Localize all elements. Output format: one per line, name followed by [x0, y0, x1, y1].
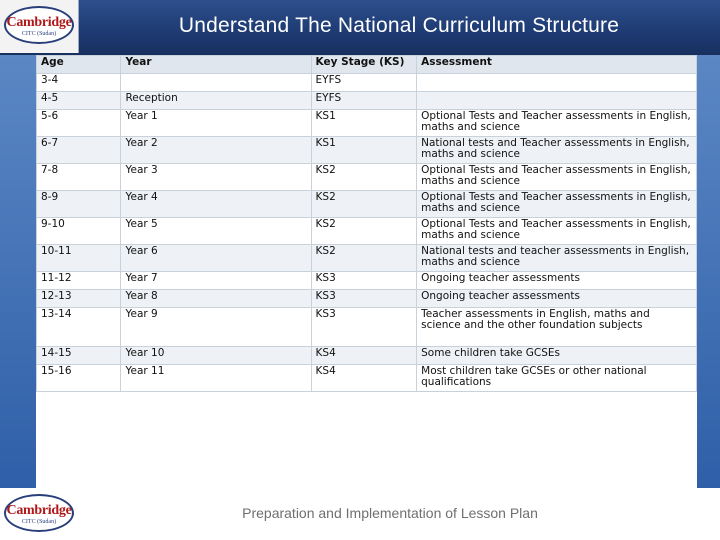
table-body — [37, 74, 697, 392]
table-row — [37, 308, 697, 347]
left-decorative-strip — [0, 55, 36, 488]
table-row — [37, 272, 697, 290]
cell-age: 11-12 — [37, 272, 121, 290]
cell-year: Year 8 — [121, 290, 311, 308]
table-row — [37, 218, 697, 245]
slide-footer: Preparation and Implementation of Lesson Plan — [242, 505, 538, 521]
cell-age: 5-6 — [37, 110, 121, 137]
table-row — [37, 92, 697, 110]
cell-assessment: Teacher assessments in English, maths and science and the other foundation subjects — [417, 308, 697, 347]
table-row — [37, 365, 697, 392]
cell-assessment — [417, 92, 697, 110]
cell-key-stage: KS2 — [311, 218, 417, 245]
cell-year: Year 10 — [121, 347, 311, 365]
cell-year: Year 6 — [121, 245, 311, 272]
cell-age: 4-5 — [37, 92, 121, 110]
cell-key-stage: KS1 — [311, 110, 417, 137]
slide-header — [0, 0, 720, 55]
cell-age: 12-13 — [37, 290, 121, 308]
table-row — [37, 245, 697, 272]
table-row — [37, 74, 697, 92]
cell-key-stage: KS3 — [311, 272, 417, 290]
cell-age: 9-10 — [37, 218, 121, 245]
slide-title: Understand The National Curriculum Structure — [178, 14, 620, 37]
table-row — [37, 164, 697, 191]
column-header-key-stage: Key Stage (KS) — [311, 56, 417, 74]
cell-year: Year 9 — [121, 308, 311, 347]
cell-assessment: National tests and teacher assessments in English, maths and science — [417, 245, 697, 272]
table-row — [37, 347, 697, 365]
logo-box-top — [0, 0, 79, 53]
cell-assessment: National tests and Teacher assessments in English, maths and science — [417, 137, 697, 164]
cell-key-stage: KS4 — [311, 365, 417, 392]
logo-text: Cambridge — [6, 15, 72, 30]
cell-year: Year 4 — [121, 191, 311, 218]
logo-box-bottom — [0, 488, 78, 540]
cell-year: Reception — [121, 92, 311, 110]
cell-year: Year 2 — [121, 137, 311, 164]
table-header-row — [37, 56, 697, 74]
logo-text-footer: Cambridge — [6, 503, 72, 518]
table-row — [37, 290, 697, 308]
cell-key-stage: EYFS — [311, 74, 417, 92]
cell-year — [121, 74, 311, 92]
cell-age: 13-14 — [37, 308, 121, 347]
cell-key-stage: KS3 — [311, 290, 417, 308]
cell-assessment: Optional Tests and Teacher assessments in English, maths and science — [417, 191, 697, 218]
cell-age: 8-9 — [37, 191, 121, 218]
curriculum-table — [36, 55, 697, 392]
cell-assessment: Optional Tests and Teacher assessments in English, maths and science — [417, 164, 697, 191]
cambridge-logo — [4, 6, 74, 44]
cell-key-stage: KS4 — [311, 347, 417, 365]
cell-key-stage: KS1 — [311, 137, 417, 164]
cell-year: Year 1 — [121, 110, 311, 137]
cell-year: Year 3 — [121, 164, 311, 191]
cell-age: 3-4 — [37, 74, 121, 92]
column-header-age: Age — [37, 56, 121, 74]
cell-age: 14-15 — [37, 347, 121, 365]
right-decorative-strip — [697, 55, 720, 488]
cell-key-stage: KS3 — [311, 308, 417, 347]
table-row — [37, 191, 697, 218]
cell-assessment — [417, 74, 697, 92]
logo-subtext: CITC (Sudan) — [21, 31, 57, 37]
cell-key-stage: KS2 — [311, 191, 417, 218]
table-row — [37, 110, 697, 137]
cell-assessment: Ongoing teacher assessments — [417, 290, 697, 308]
cell-age: 15-16 — [37, 365, 121, 392]
cell-assessment: Optional Tests and Teacher assessments in English, maths and science — [417, 110, 697, 137]
cell-age: 6-7 — [37, 137, 121, 164]
cell-age: 10-11 — [37, 245, 121, 272]
cell-year: Year 5 — [121, 218, 311, 245]
cell-year: Year 11 — [121, 365, 311, 392]
cell-assessment: Most children take GCSEs or other national qualifications — [417, 365, 697, 392]
curriculum-table-container — [36, 55, 697, 488]
column-header-year: Year — [121, 56, 311, 74]
cell-year: Year 7 — [121, 272, 311, 290]
cell-key-stage: EYFS — [311, 92, 417, 110]
table-row — [37, 137, 697, 164]
cell-assessment: Optional Tests and Teacher assessments in English, maths and science — [417, 218, 697, 245]
cell-key-stage: KS2 — [311, 245, 417, 272]
cell-assessment: Ongoing teacher assessments — [417, 272, 697, 290]
cell-assessment: Some children take GCSEs — [417, 347, 697, 365]
column-header-assessment: Assessment — [417, 56, 697, 74]
cambridge-logo-footer — [4, 494, 74, 532]
cell-key-stage: KS2 — [311, 164, 417, 191]
logo-subtext-footer: CITC (Sudan) — [21, 519, 57, 525]
cell-age: 7-8 — [37, 164, 121, 191]
